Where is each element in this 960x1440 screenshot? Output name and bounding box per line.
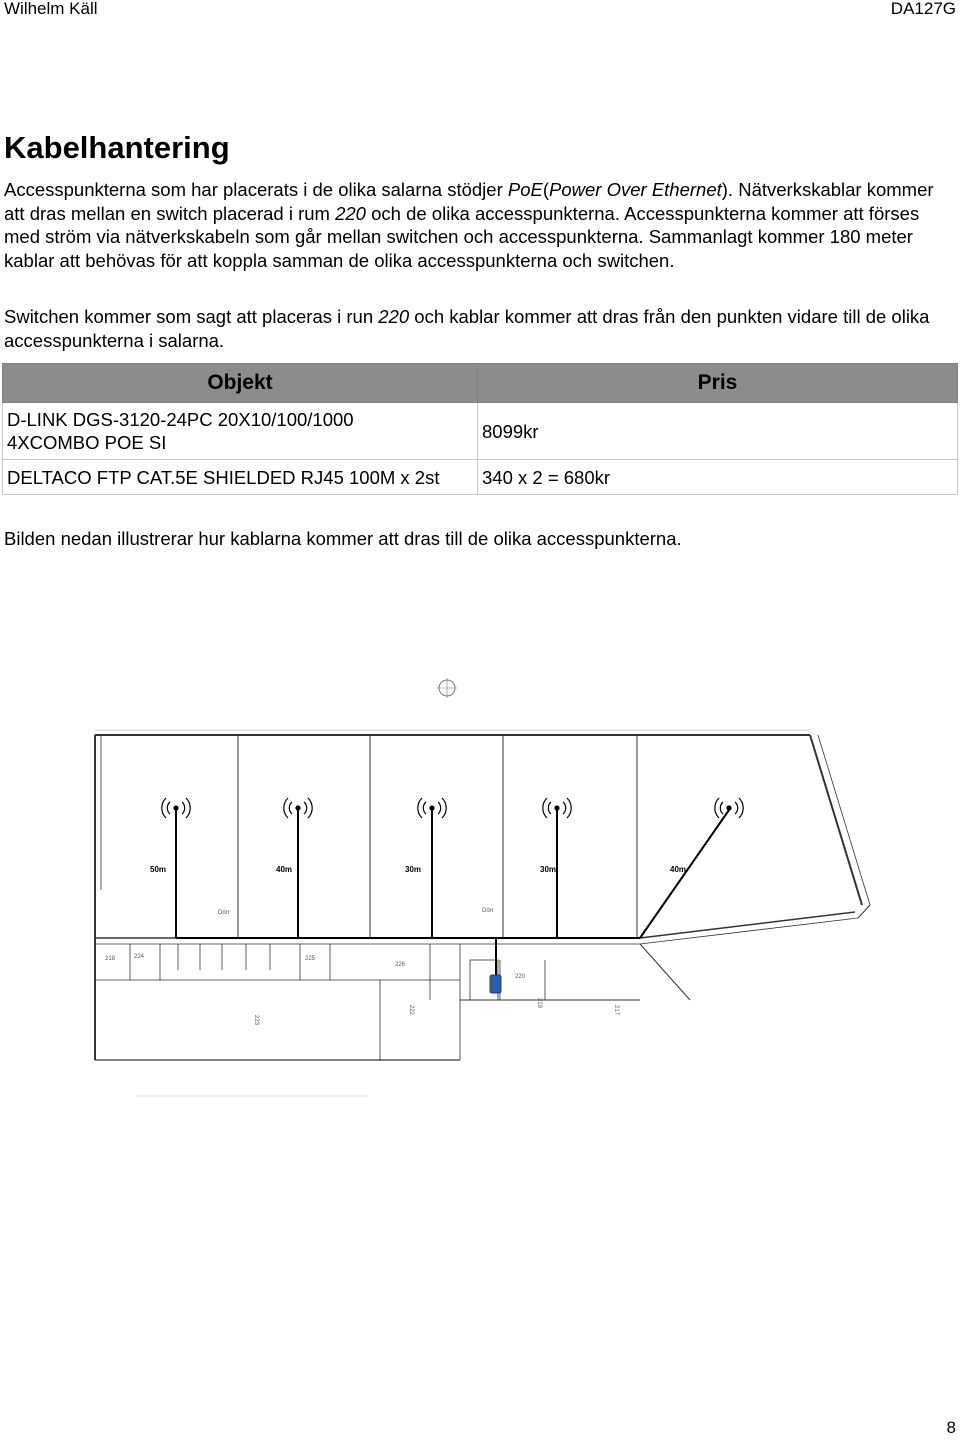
svg-text:218: 218 xyxy=(105,956,116,962)
header-objekt: Objekt xyxy=(3,364,478,403)
building-walls xyxy=(95,730,870,1060)
cable-length-label: 40m xyxy=(670,865,687,874)
cable-length-label: 30m xyxy=(405,865,422,874)
table-row xyxy=(3,460,958,495)
cable-length-label: 40m xyxy=(276,865,293,874)
svg-text:225: 225 xyxy=(305,956,316,962)
door-label: Dörr xyxy=(482,908,494,914)
access-point-icon xyxy=(715,798,743,818)
item-cell: D-LINK DGS-3120-24PC 20X10/100/1000 4XCOMBO POE SI xyxy=(3,403,478,460)
paragraph-switch-placement: Switchen kommer som sagt att placeras i run 220 och kablar kommer att dras från den punkten vidare till de olika accesspunkterna i salarna. xyxy=(4,306,930,351)
svg-text:220: 220 xyxy=(515,974,526,980)
svg-text:219: 219 xyxy=(536,998,542,1009)
figure-caption: Bilden nedan illustrerar hur kablarna kommer att dras till de olika accesspunkterna. xyxy=(4,528,682,549)
header-author: Wilhelm Käll xyxy=(4,0,98,18)
paragraph-cabling-intro: Accesspunkterna som har placerats i de olika salarna stödjer PoE(Power Over Ethernet). Nätverkskablar kommer att dras mellan en switch placerad i rum 220 och de olika accesspunkterna. Accesspunkterna kommer att förses med ström via nätverkskabeln som går mellan switchen och accesspunkterna. Sammanlagt kommer 180 meter kablar att behövas för att koppla samman de olika accesspunkterna och switchen. xyxy=(4,179,934,272)
svg-text:224: 224 xyxy=(134,954,145,960)
svg-text:223: 223 xyxy=(253,1015,259,1026)
svg-text:217: 217 xyxy=(613,1005,619,1016)
item-cell: DELTACO FTP CAT.5E SHIELDED RJ45 100M x 2st xyxy=(3,460,478,495)
price-table xyxy=(2,363,958,495)
page-number: 8 xyxy=(946,1418,956,1437)
header-pris: Pris xyxy=(478,364,958,403)
table-header-row xyxy=(3,364,958,403)
cable-routes xyxy=(176,810,729,985)
table-row xyxy=(3,403,958,460)
section-heading: Kabelhantering xyxy=(4,130,230,165)
cable-length-label: 30m xyxy=(540,865,557,874)
svg-text:226: 226 xyxy=(395,962,406,968)
header-course: DA127G xyxy=(890,0,956,18)
price-cell: 340 x 2 = 680kr xyxy=(478,460,958,495)
cable-length-label: 50m xyxy=(150,865,167,874)
switch-icon xyxy=(490,975,501,993)
compass-icon xyxy=(437,678,457,698)
door-label: Dörr xyxy=(218,910,230,916)
price-cell: 8099kr xyxy=(478,403,958,460)
svg-text:222: 222 xyxy=(408,1005,414,1016)
floor-plan-figure xyxy=(0,660,960,1110)
